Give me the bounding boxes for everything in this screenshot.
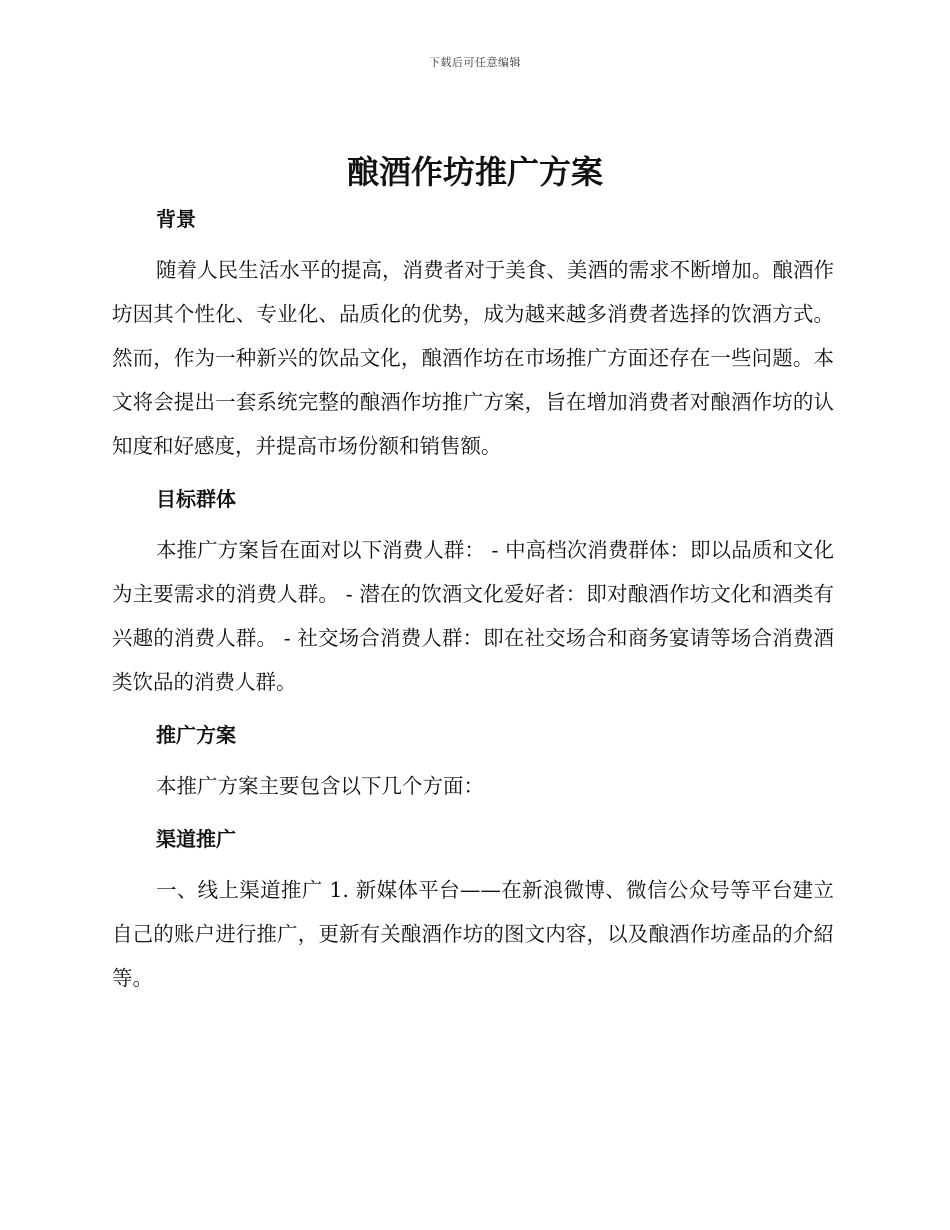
spacer <box>112 808 834 820</box>
spacer <box>112 468 834 480</box>
spacer <box>112 704 834 716</box>
section-heading-background: 背景 <box>156 207 196 231</box>
document-title: 酿酒作坊推广方案 <box>346 153 603 191</box>
section-heading-plan: 推广方案 <box>156 723 236 747</box>
spacer <box>112 754 834 764</box>
spacer <box>112 238 834 248</box>
section-heading-target: 目标群体 <box>156 487 236 511</box>
paragraph-target: 本推广方案旨在面对以下消费人群： - 中高档次消费群体：即以品质和文化为主要需求的消费人群。 - 潜在的饮酒文化爱好者：即对酿酒作坊文化和酒类有兴趣的消费人群。 - 社交场合消费人群：即在社交场合和商务宴请等场合消费酒类饮品的消费人群。 <box>112 538 834 694</box>
paragraph-channel: 一、线上渠道推广 1. 新媒体平台——在新浪微博、微信公众号等平台建立自己的账户进行推广，更新有关酿酒作坊的图文内容，以及酿酒作坊產品的介紹等。 <box>112 878 834 990</box>
spacer <box>112 518 834 528</box>
paragraph-background: 随着人民生活水平的提高，消费者对于美食、美酒的需求不断增加。酿酒作坊因其个性化、专业化、品质化的优势，成为越来越多消费者选择的饮酒方式。然而，作为一种新兴的饮品文化，酿酒作坊在市场推广方面还存在一些问题。本文将会提出一套系统完整的酿酒作坊推广方案，旨在增加消费者对酿酒作坊的认知度和好感度，并提高市场份额和销售额。 <box>112 258 834 458</box>
spacer <box>112 858 834 868</box>
paragraph-plan: 本推广方案主要包含以下几个方面： <box>156 774 484 798</box>
section-heading-channel: 渠道推广 <box>156 827 236 851</box>
document-body <box>112 200 834 1000</box>
header-note: 下载后可任意编辑 <box>429 56 521 69</box>
